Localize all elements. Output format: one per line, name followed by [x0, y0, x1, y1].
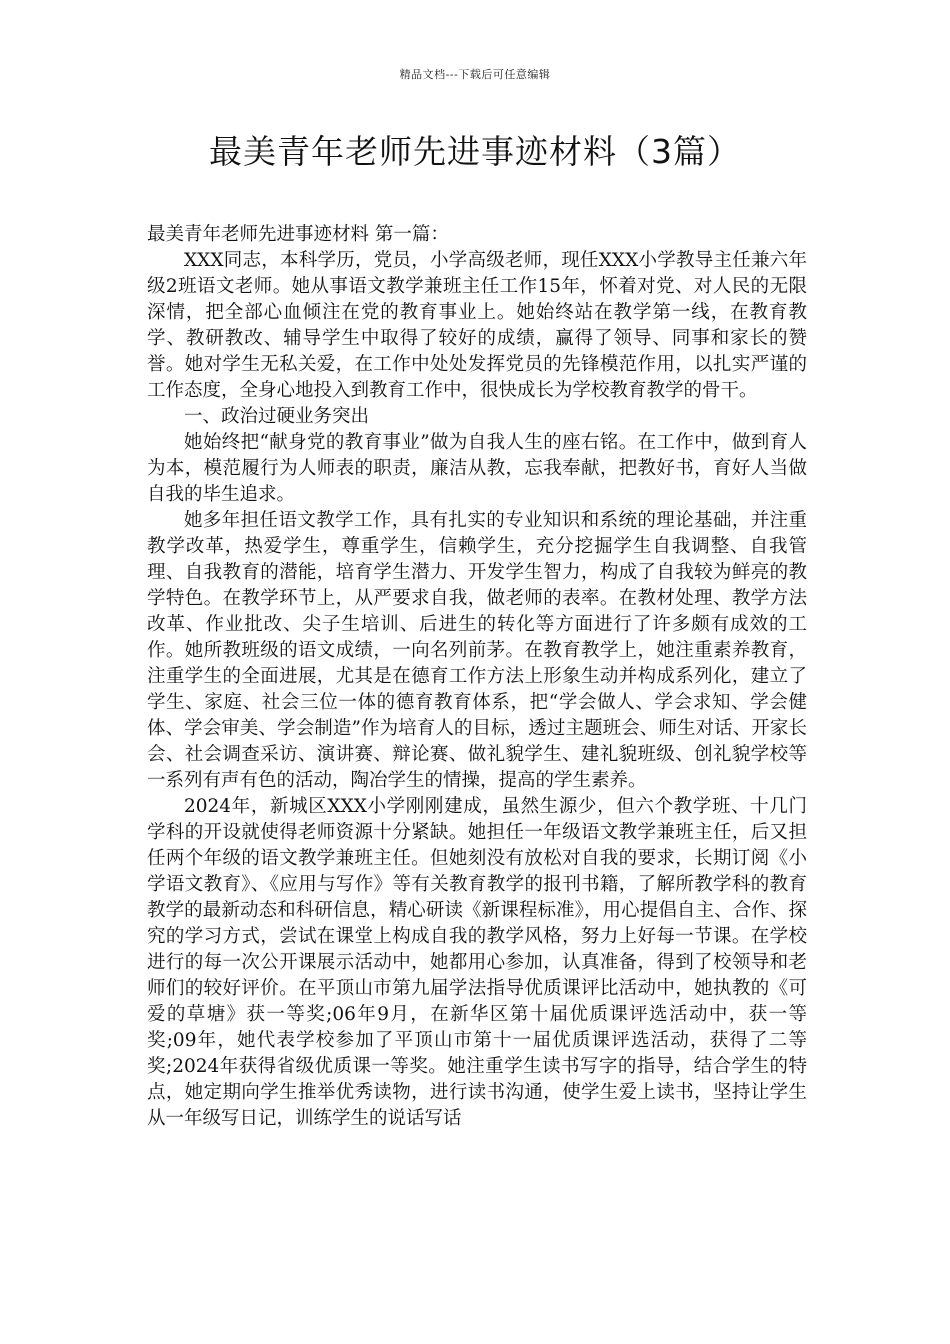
subheading-politics: 一、政治过硬业务突出 [184, 406, 370, 427]
section-heading: 最美青年老师先进事迹材料 第一篇： [147, 224, 449, 245]
document-body [147, 222, 807, 1132]
paragraph-2024: 2024年，新城区XXX小学刚刚建成，虽然生源少，但六个教学班、十几门学科的开设就使得老师资源十分紧缺。她担任一年级语文教学兼班主任，后又担任两个年级的语文教学兼班主任。但她刻没有放松对自我的要求，长期订阅《小学语文教育》、《应用与写作》等有关教育教学的报刊书籍，了解所教学科的教育教学的最新动态和科研信息，精心研读《新课程标准》，用心提倡自主、合作、探究的学习方式，尝试在课堂上构成自我的教学风格，努力上好每一节课。在学校进行的每一次公开课展示活动中，她都用心参加，认真准备，得到了校领导和老师们的较好评价。在平顶山市第九届学法指导优质课评比活动中，她执教的《可爱的草塘》获一等奖;06年9月，在新华区第十届优质课评选活动中，获一等奖;09年，她代表学校参加了平顶山市第十一届优质课评选活动，获得了二等奖;2024年获得省级优质课一等奖。她注重学生读书写字的指导，结合学生的特点，她定期向学生推举优秀读物，进行读书沟通，使学生爱上读书，坚持让学生从一年级写日记，训练学生的说话写话 [147, 796, 807, 1129]
document-title: 最美青年老师先进事迹材料（3篇） [209, 132, 741, 171]
paragraph-intro: XXX同志，本科学历，党员，小学高级老师，现任XXX小学教导主任兼六年级2班语文老师。她从事语文教学兼班主任工作15年，怀着对党、对人民的无限深情，把全部心血倾注在党的教育事业上。她始终站在教学第一线，在教育教学、教研教改、辅导学生中取得了较好的成绩，赢得了领导、同事和家长的赞誉。她对学生无私关爱，在工作中处处发挥党员的先锋模范作用，以扎实严谨的工作态度，全身心地投入到教育工作中，很快成长为学校教育教学的骨干。 [147, 250, 807, 401]
paragraph-motto: 她始终把“献身党的教育事业”做为自我人生的座右铭。在工作中，做到育人为本，模范履行为人师表的职责，廉洁从教，忘我奉献，把教好书，育好人当做自我的毕生追求。 [147, 432, 807, 505]
header-note: 精品文档---下载后可任意编辑 [399, 68, 551, 81]
paragraph-teaching: 她多年担任语文教学工作，具有扎实的专业知识和系统的理论基础，并注重教学改革，热爱学生，尊重学生，信赖学生，充分挖掘学生自我调整、自我管理、自我教育的潜能，培育学生潜力、开发学生智力，构成了自我较为鲜亮的教学特色。在教学环节上，从严要求自我，做老师的表率。在教材处理、教学方法改革、作业批改、尖子生培训、后进生的转化等方面进行了许多颇有成效的工作。她所教班级的语文成绩，一向名列前茅。在教育教学上，她注重素养教育，注重学生的全面进展，尤其是在德育工作方法上形象生动并构成系列化，建立了学生、家庭、社会三位一体的德育教育体系，把“学会做人、学会求知、学会健体、学会审美、学会制造”作为培育人的目标，透过主题班会、师生对话、开家长会、社会调查采访、演讲赛、辩论赛、做礼貌学生、建礼貌班级、创礼貌学校等一系列有声有色的活动，陶冶学生的情操，提高的学生素养。 [147, 510, 807, 791]
